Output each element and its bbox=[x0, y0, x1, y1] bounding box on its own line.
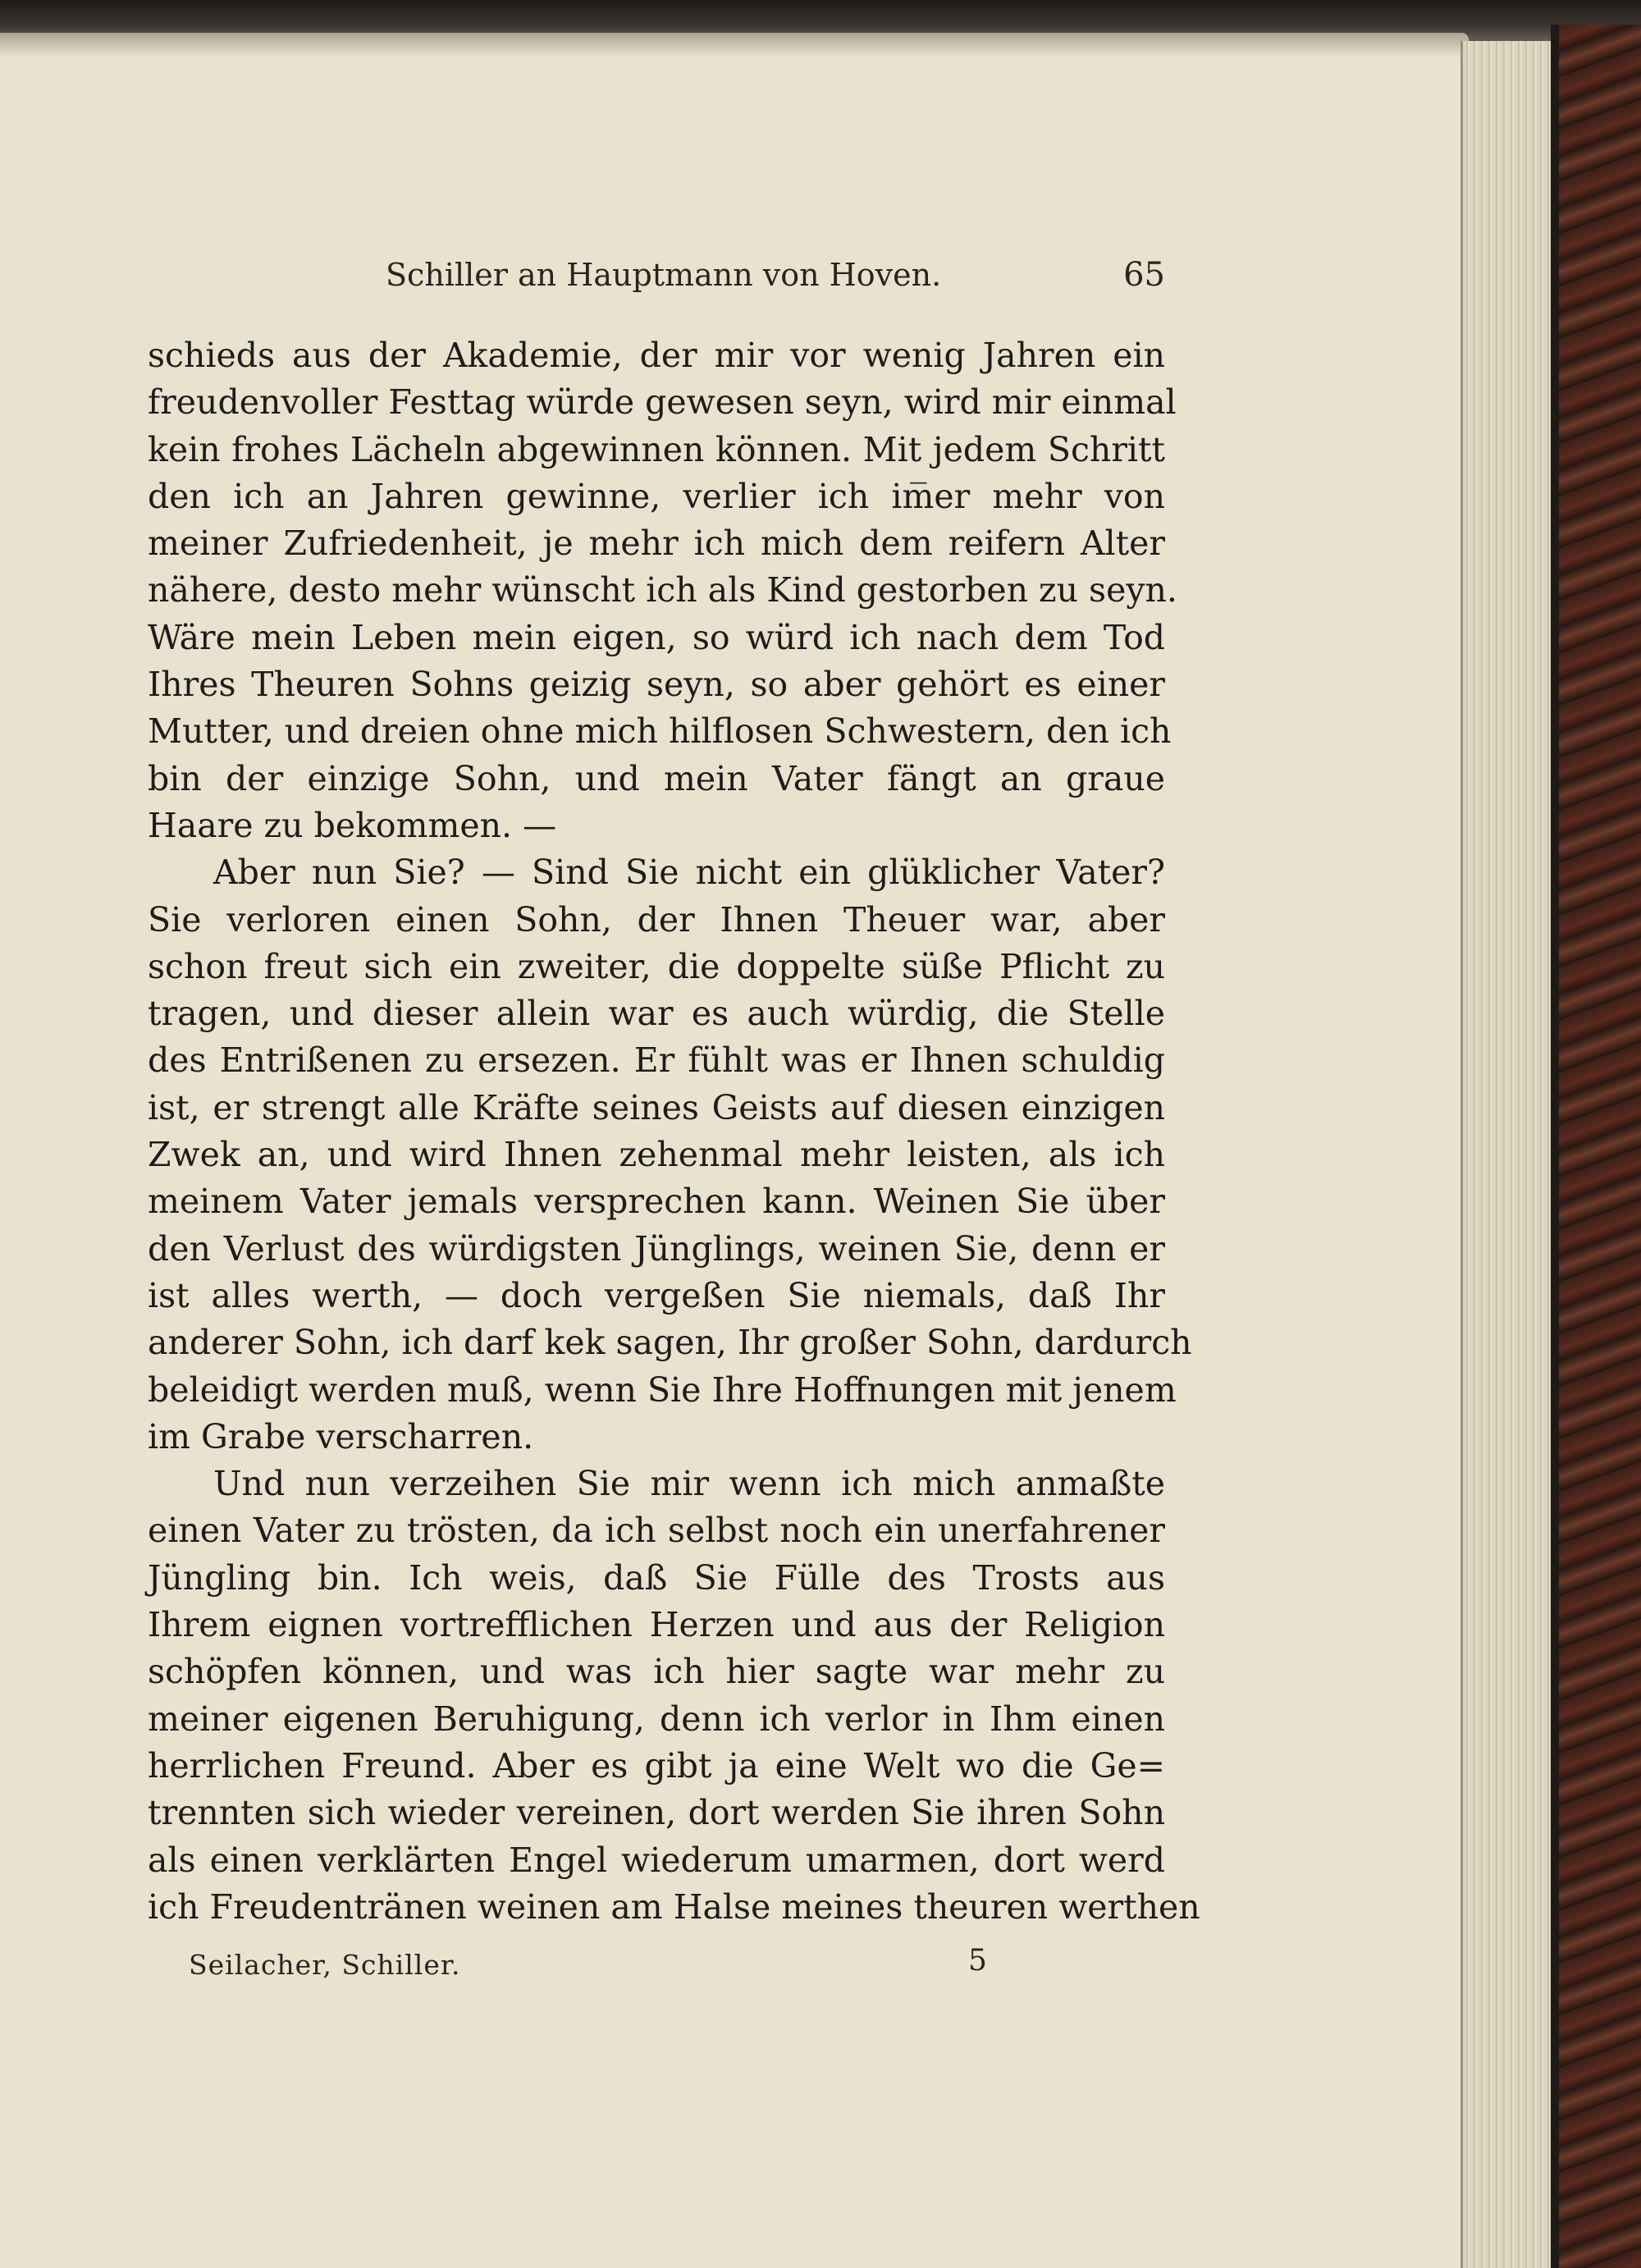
marbled-cover bbox=[1559, 25, 1641, 2268]
page-edges bbox=[1460, 41, 1561, 2268]
text-line: schöpfen können, und was ich hier sagte war mehr zu bbox=[148, 1652, 1165, 1692]
text-line: bin der einzige Sohn, und mein Vater fängt an graue bbox=[148, 758, 1165, 798]
text-line: Sie verloren einen Sohn, der Ihnen Theuer war, aber bbox=[148, 899, 1165, 940]
text-line: den Verlust des würdigsten Jünglings, weinen Sie, denn er bbox=[148, 1228, 1165, 1269]
text-line: Zwek an, und wird Ihnen zehenmal mehr leisten, als ich bbox=[148, 1135, 1165, 1175]
running-head: Schiller an Hauptmann von Hoven. bbox=[386, 257, 942, 293]
text-line: anderer Sohn, ich darf kek sagen, Ihr großer Sohn, dardurch bbox=[148, 1323, 1192, 1363]
text-line: im Grabe verscharren. bbox=[148, 1416, 534, 1456]
footer-sheet-number: 5 bbox=[968, 1944, 987, 1978]
text-line: kein frohes Lächeln abgewinnen können. Mit jedem Schritt bbox=[148, 429, 1165, 469]
text-line: Haare zu bekommen. — bbox=[148, 805, 557, 845]
text-line: des Entrißenen zu ersezen. Er fühlt was er Ihnen schuldig bbox=[148, 1040, 1165, 1081]
text-line: Wäre mein Leben mein eigen, so würd ich nach dem Tod bbox=[148, 617, 1165, 657]
page-shadow bbox=[0, 33, 1469, 57]
text-line: nähere, desto mehr wünscht ich als Kind gestorben zu seyn. bbox=[148, 570, 1177, 610]
text-line: schieds aus der Akademie, der mir vor wenig Jahren ein bbox=[148, 336, 1165, 375]
text-line: Ihres Theuren Sohns geizig seyn, so aber gehört es einer bbox=[148, 665, 1165, 705]
text-line: meiner eigenen Beruhigung, denn ich verlor in Ihm einen bbox=[148, 1699, 1165, 1739]
text-line: ist alles werth, — doch vergeßen Sie niemals, daß Ihr bbox=[148, 1275, 1165, 1315]
text-line: schon freut sich ein zweiter, die doppelte süße Pflicht zu bbox=[148, 946, 1165, 986]
text-line: Ihrem eignen vortrefflichen Herzen und aus der Religion bbox=[148, 1605, 1165, 1645]
text-line: Mutter, und dreien ohne mich hilflosen Schwestern, den ich bbox=[148, 711, 1172, 752]
text-line: Und nun verzeihen Sie mir wenn ich mich anmaßte bbox=[213, 1464, 1165, 1504]
text-line: ist, er strengt alle Kräfte seines Geists auf diesen einzigen bbox=[148, 1087, 1165, 1127]
text-line: Jüngling bin. Ich weis, daß Sie Fülle des Trosts aus bbox=[148, 1557, 1165, 1598]
text-line: den ich an Jahren gewinne, verlier ich im̅er mehr von bbox=[148, 476, 1165, 516]
text-line: trennten sich wieder vereinen, dort werden Sie ihren Sohn bbox=[148, 1793, 1165, 1833]
text-line: meiner Zufriedenheit, je mehr ich mich dem reifern Alter bbox=[148, 524, 1165, 564]
text-line: einen Vater zu trösten, da ich selbst noch ein unerfahrener bbox=[148, 1511, 1165, 1551]
footer-signature: Seilacher, Schiller. bbox=[189, 1949, 461, 1981]
page-number: 65 bbox=[1123, 256, 1165, 294]
text-line: freudenvoller Festtag würde gewesen seyn, wird mir einmal bbox=[148, 382, 1177, 423]
body-text bbox=[148, 332, 1200, 1931]
text-line: herrlichen Freund. Aber es gibt ja eine Welt wo die Ge= bbox=[148, 1745, 1165, 1786]
text-line: Aber nun Sie? — Sind Sie nicht ein glüklicher Vater? bbox=[213, 853, 1165, 893]
text-line: als einen verklärten Engel wiederum umarmen, dort werd bbox=[148, 1840, 1165, 1880]
text-line: ich Freudentränen weinen am Halse meines theuren werthen bbox=[148, 1886, 1200, 1927]
text-line: beleidigt werden muß, wenn Sie Ihre Hoffnungen mit jenem bbox=[148, 1369, 1177, 1410]
text-line: meinem Vater jemals versprechen kann. Weinen Sie über bbox=[148, 1182, 1165, 1222]
text-line: tragen, und dieser allein war es auch würdig, die Stelle bbox=[148, 994, 1165, 1034]
